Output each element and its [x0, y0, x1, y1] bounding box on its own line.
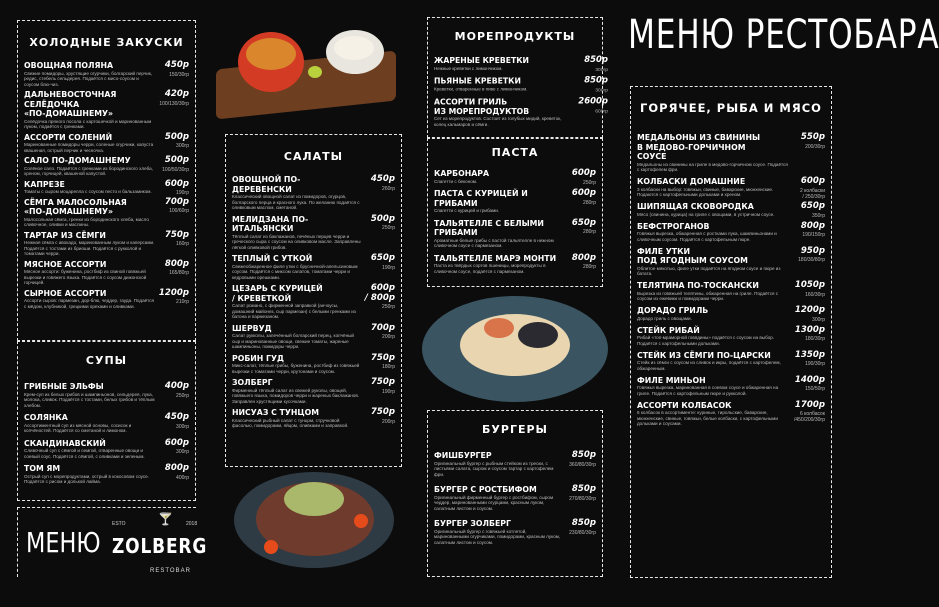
item-price: 800р: [164, 258, 189, 269]
item-description: Спагетти с курицей и грибами.: [434, 208, 500, 213]
item-weight: 190/150гр: [802, 232, 825, 238]
item-name: ОВОЩНАЯ ПОЛЯНА: [24, 61, 114, 70]
menu-item: [24, 260, 189, 286]
section-burgers: [427, 410, 603, 577]
menu-item: [24, 156, 189, 177]
item-description: Фирменный тёплый салат из свежей руколы, овощей, говяжьего языка, помидоров черри и жареных баклажанов. Заправлен хрустящими кусочками.: [232, 387, 360, 404]
section-salads: [225, 134, 402, 467]
item-weight: 165/80гр: [169, 270, 189, 276]
item-weight: 180/30гр: [805, 336, 825, 342]
menu-item: [232, 284, 395, 320]
menu-item: [232, 254, 395, 280]
item-name: ЗОЛБЕРГ: [232, 378, 273, 387]
item-description: Говяжья вырезка, обжаренная с ростками лука, шампиньонами и сливочным соусом. Подаётся с картофельным пюре.: [637, 231, 777, 242]
item-name: БЕФСТРОГАНОВ: [637, 221, 710, 231]
menu-item: [637, 401, 825, 427]
item-name: СЁМГА МАЛОСОЛЬНАЯ «ПО-ДОМАШНЕМУ»: [24, 197, 127, 216]
item-name: ДАЛЬНЕВОСТОЧНАЯ СЕЛЁДОЧКА «ПО-ДОМАШНЕМУ»: [24, 90, 117, 118]
item-name: ШИПЯЩАЯ СКОВОРОДКА: [637, 202, 754, 211]
item-weight: 160гр: [176, 241, 189, 247]
item-name: СКАНДИНАВСКИЙ: [24, 438, 106, 448]
item-price: 700р: [370, 322, 395, 333]
item-price: 600р: [571, 168, 596, 178]
item-price: 600р: [571, 188, 596, 198]
menu-item: [24, 289, 189, 310]
item-price: 500р: [164, 131, 189, 142]
item-weight: 160/30гр: [805, 291, 825, 298]
soup-photo: [216, 22, 401, 112]
item-description: Паста из твёрдых сортов пшеницы, морепродукты в сливочном соусе, подаётся с пармезаном.: [434, 263, 546, 274]
item-description: Томаты с сыром моцарелла с соусом песто и бальзамиком.: [24, 189, 152, 194]
menu-item: [434, 169, 596, 184]
menu-item: [24, 90, 189, 130]
item-name: КАПРЕЗЕ: [24, 179, 65, 189]
item-price: 850р: [571, 518, 596, 528]
item-price: 1350р: [794, 349, 825, 360]
logo-esto: ESTO: [112, 521, 126, 527]
item-weight: 180гр: [382, 364, 395, 370]
item-name: ФИЛЕ УТКИ ПОД ЯГОДНЫМ СОУСОМ: [637, 246, 748, 265]
item-description: Стейк из сёмги с соусом из сливок и икры, подаётся с картофелем, обжаренным.: [637, 360, 781, 371]
item-weight: 250гр: [382, 225, 395, 231]
item-weight: 250гр: [382, 303, 395, 310]
item-weight: 300гр: [812, 316, 825, 323]
menu-item: [24, 180, 189, 195]
item-name: МЯСНОЕ АССОРТИ: [24, 259, 107, 269]
item-name: МЕЛИДЗАНА ПО-ИТАЛЬЯНСКИ: [232, 214, 309, 233]
item-price: 400р: [164, 381, 189, 391]
item-name: ТЕПЛЫЙ С УТКОЙ: [232, 254, 313, 263]
item-description: Ароматные белые грибы с пастой тальятелле в нежном сливочном соусе с пармезаном.: [434, 237, 554, 248]
menu-item: [24, 231, 189, 257]
item-description: Креветки, отваренные в пиве с лимончиком.: [434, 86, 528, 92]
item-weight: 190/30гр: [805, 361, 825, 367]
item-price: 450р: [370, 174, 395, 184]
logo-menu: МЕНЮ: [26, 526, 101, 559]
menu-item: [434, 254, 596, 275]
item-price: 500р: [164, 155, 189, 165]
item-description: Говяжья вырезка, маринованная в соевом соусе и обжаренная на гриле. Подаётся с картофельным пюре и рукколой.: [637, 385, 779, 396]
section-cold: [17, 20, 196, 341]
item-price: 800р: [164, 463, 189, 473]
item-name: КАРБОНАРА: [434, 169, 490, 178]
item-name: СОЛЯНКА: [24, 413, 68, 422]
menu-item: [232, 354, 395, 375]
item-weight: 190гр: [176, 190, 189, 196]
item-name: АССОРТИ СОЛЕНИЙ: [24, 132, 113, 142]
menu-item: [434, 219, 596, 249]
logo-sub: RESTOBAR: [150, 568, 191, 574]
menu-item: [637, 376, 825, 397]
section-pasta: [427, 138, 603, 287]
section-title: СУПЫ: [85, 354, 128, 367]
item-price: 1300р: [794, 324, 825, 335]
item-weight: 150/30гр: [169, 71, 189, 78]
item-name: ТАРТАР ИЗ СЁМГИ: [24, 230, 106, 240]
item-weight: 190гр: [382, 264, 395, 271]
item-name: НИСУАЗ С ТУНЦОМ: [232, 408, 319, 417]
item-weight: 200гр: [382, 334, 395, 340]
item-name: ПЬЯНЫЕ КРЕВЕТКИ: [434, 76, 521, 86]
item-weight: 6 колбасок /450/200/30гр: [793, 411, 825, 423]
item-name: ШЕРВУД: [232, 323, 272, 333]
item-description: Ассортиментный суп из мясной основы, сосисок и копчёностей. Подаётся со сметаной и лимоном.: [24, 422, 132, 433]
logo-year: 2018: [186, 521, 198, 527]
item-price: 1400р: [794, 374, 825, 385]
item-price: 550р: [800, 132, 825, 142]
item-weight: 100/50/30гр: [162, 166, 189, 173]
item-description: Нежная сёмга с авокадо, маринованным луком и каперсами. Подаётся с тостами из бриоши. Подаётся с рукколой и томатами черри.: [24, 240, 155, 256]
item-price: 600р: [164, 437, 189, 448]
item-name: ФИЛЕ МИНЬОН: [637, 375, 706, 385]
item-price: 700р: [164, 196, 189, 207]
section-hot: [630, 86, 832, 578]
item-name: ТОМ ЯМ: [24, 464, 61, 473]
item-price: 450р: [164, 60, 189, 70]
menu-item: [24, 61, 189, 87]
item-weight: 210гр: [176, 299, 189, 305]
menu-item: [232, 378, 395, 404]
item-weight: 200/30гр: [805, 143, 825, 150]
menu-item: [232, 324, 395, 350]
item-price: 600р: [164, 178, 189, 189]
item-description: Дорадо гриль с овощами.: [637, 315, 692, 321]
menu-item: [637, 281, 825, 302]
section-soups: [17, 341, 196, 501]
item-price: 450р: [164, 412, 189, 422]
item-price: 650р: [800, 201, 825, 211]
menu-item: [637, 133, 825, 173]
item-description: Сет из морепродуктов. Состоит из голубых мидий, креветок, колец кальмаров и сёмги.: [434, 116, 562, 127]
item-description: Мясное ассорти: буженина, ростбиф из свиной говяжьей вырезки и говяжего языка. Подаётся с соусом дижонской горчицей.: [24, 269, 147, 285]
item-name: ПАСТА С КУРИЦЕЙ И ГРИБАМИ: [434, 189, 528, 208]
item-description: Свежеобжаренное филе утки с брусничной-апельсиновым соусом. Подаётся с миксом салатов, томатами черри и кедровыми орешками.: [232, 263, 358, 280]
item-price: 600р: [800, 176, 825, 186]
item-price: 750р: [370, 377, 395, 387]
menu-item: [637, 247, 825, 277]
item-description: Оригинальный фирменный бургер с ростбифом, сыром чеддер, маринованными огурцами, красным луком, салатным листом и соусом.: [434, 494, 554, 511]
item-name: ЖАРЕНЫЕ КРЕВЕТКИ: [434, 56, 529, 65]
item-price: 850р: [571, 484, 596, 494]
item-description: Мясо (свинина, курица) на гриле с овощами, в устричном соусе.: [637, 211, 775, 217]
item-name: СТЕЙК ИЗ СЁМГИ ПО-ЦАРСКИ: [637, 350, 771, 360]
item-weight: 280гр: [583, 199, 596, 206]
item-name: ТАЛЬЯТЕЛЛЕ МАРЭ МОНТИ: [434, 253, 557, 263]
item-price: 650р: [370, 253, 395, 263]
menu-item: [434, 97, 608, 127]
item-weight: 150/50гр: [805, 386, 825, 392]
item-weight: 260гр: [382, 185, 395, 192]
menu-item: [232, 408, 395, 429]
item-weight: 100/130/30гр: [159, 100, 189, 107]
item-weight: 350гр: [812, 212, 825, 219]
item-weight: 360/80/30гр: [569, 461, 596, 468]
item-weight: 2 колбаски / 250/30гр: [799, 187, 825, 200]
item-price: 800р: [800, 220, 825, 231]
item-weight: 300гр: [176, 449, 189, 455]
menu-item: [434, 56, 608, 71]
item-name: АССОРТИ КОЛБАСОК: [637, 400, 732, 410]
item-weight: 250гр: [583, 179, 596, 186]
item-price: 1050р: [794, 280, 825, 290]
item-name: СТЕЙК РИБАЙ: [637, 325, 700, 335]
item-weight: 100/60гр: [169, 208, 189, 214]
item-name: ОВОЩНОЙ ПО-ДЕРЕВЕНСКИ: [232, 175, 301, 194]
item-name: АССОРТИ ГРИЛЬ ИЗ МОРЕПРОДУКТОВ: [434, 97, 530, 116]
item-description: Маринованные помидоры черри, соленые огурчики, капуста квашеная, острый перчик и чесночка.: [24, 142, 154, 153]
menu-item: [637, 177, 825, 198]
item-weight: 270/80/30гр: [569, 495, 596, 502]
item-name: БУРГЕР С РОСТБИФОМ: [434, 485, 537, 494]
section-title: БУРГЕРЫ: [482, 423, 548, 436]
item-weight: 190гр: [382, 388, 395, 395]
salad-photo: [228, 470, 403, 570]
item-description: Ассорти сыров: пармезан, дор-блю, чеддер, гауда. Подаётся с мёдом, клубникой, грецкими орехами и оливками.: [24, 298, 155, 309]
item-price: 850р: [584, 75, 608, 86]
item-price: 1700р: [794, 399, 825, 410]
menu-item: [637, 202, 825, 217]
item-price: 2600р: [578, 96, 608, 107]
item-price: 650р: [571, 217, 596, 228]
section-seafood: [427, 17, 608, 138]
item-price: 750р: [164, 229, 189, 240]
item-weight: 300гр: [176, 143, 189, 149]
item-description: Острый суп с морепродуктами, острый в кокосовом соусе. Подаётся с рисом и долькой лайма.: [24, 473, 149, 484]
item-price: 600р / 800р: [364, 283, 395, 303]
item-weight: 200гр: [382, 418, 395, 425]
item-name: САЛО ПО-ДОМАШНЕМУ: [24, 156, 131, 165]
item-description: Тёплый салат из баклажанов, печёных перцев черри и греческого сыра с соусом на оливковом масле. Заправлены лёгкой оливковой грибов.: [232, 233, 361, 250]
item-description: Спагетти с беконом.: [434, 178, 478, 184]
section-title: САЛАТЫ: [283, 150, 344, 163]
logo: [17, 507, 208, 577]
item-name: ДОРАДО ГРИЛЬ: [637, 306, 709, 315]
item-price: 420р: [164, 89, 189, 99]
item-price: 1200р: [158, 287, 189, 298]
item-name: РОБИН ГУД: [232, 353, 284, 363]
item-weight: 250гр: [176, 392, 189, 399]
item-price: 850р: [571, 450, 596, 460]
item-description: Крем-суп из белых грибов и шампиньонов, сельдерея, лука, молока, сливок. Подаётся с тостами, белых грибов и тёплым хлебом.: [24, 391, 155, 408]
item-weight: 400гр: [176, 474, 189, 481]
item-name: СЫРНОЕ АССОРТИ: [24, 288, 107, 298]
item-price: 800р: [571, 252, 596, 263]
item-weight: 180/30/80гр: [798, 257, 825, 263]
item-name: ФИШБУРГЕР: [434, 451, 492, 460]
item-description: Облитое мякотью, филе утки подаётся на ягодном соусе и пюре из батата.: [637, 265, 781, 276]
item-description: Селёдочка пряного посола с картошечкой и маринованным луком, подаётся с гренками.: [24, 118, 152, 129]
menu-item: [232, 175, 395, 211]
logo-brand: ZOLBERG: [112, 534, 208, 558]
item-price: 850р: [584, 55, 608, 65]
item-name: МЕДАЛЬОНЫ ИЗ СВИНИНЫ В МЕДОВО-ГОРЧИЧНОМ СОУСЕ: [637, 133, 761, 161]
item-name: ТЕЛЯТИНА ПО-ТОСКАНСКИ: [637, 281, 759, 290]
item-description: Солёное сало. Подаётся с гренками из бородинского хлеба, хреном, горчицей, квашеной капустой.: [24, 165, 153, 176]
item-name: КОЛБАСКИ ДОМАШНИЕ: [637, 177, 746, 186]
item-price: 750р: [370, 407, 395, 417]
section-title: МОРЕПРОДУКТЫ: [454, 30, 576, 43]
item-price: 750р: [370, 352, 395, 363]
item-name: БУРГЕР ЗОЛБЕРГ: [434, 519, 511, 528]
item-description: Малосольная сёмга, гренки из бородинского хлеба, масло сливочное, оливки и маслины.: [24, 216, 149, 227]
menu-item: [24, 382, 189, 408]
section-title: ПАСТА: [491, 146, 539, 159]
item-name: ГРИБНЫЕ ЭЛЬФЫ: [24, 382, 104, 391]
menu-item: [24, 133, 189, 154]
menu-item: [24, 198, 189, 228]
item-description: Рибай «топ-мраморной говядины» подаётся с соусом на выбор. Подаётся с картофельными дольками.: [637, 335, 775, 346]
item-weight: 280гр: [583, 264, 596, 270]
item-description: Свежие помидоры, хрустящие огурчики, болгарский перчик, редис, стебель сельдерея. Подаётся с мисо-соусом и соусом блю-чиз.: [24, 70, 153, 87]
menu-item: [434, 519, 596, 545]
section-title: ГОРЯЧЕЕ, РЫБА И МЯСО: [640, 101, 822, 115]
item-price: 950р: [800, 245, 825, 256]
item-description: Салат романо, с фирменной заправкой (анчоусы, домашний майонез, сыр пармезан) с белыми гренками из батона и пармезаном.: [232, 303, 356, 319]
item-description: Салат рукколы, запечённый болгарский перец, копчёный сыр и маринованные овощи, свежие томаты, жареные шампиньоны, помидоры черри.: [232, 333, 354, 349]
item-description: Нежные креветки с лимончиком.: [434, 65, 503, 71]
section-title: ХОЛОДНЫЕ ЗАКУСКИ: [29, 36, 184, 49]
item-description: Медальоны из свинины на гриле в медово-горчичном соусе. Подаётся с картофелем фри.: [637, 161, 788, 172]
pasta-photo: [420, 292, 610, 404]
item-weight: 280гр: [583, 229, 596, 235]
item-weight: 300гр: [595, 87, 608, 94]
item-price: 500р: [370, 213, 395, 224]
item-weight: 300гр: [176, 423, 189, 430]
menu-item: [434, 77, 608, 92]
item-name: ТАЛЬЯТЕЛЛЕ С БЕЛЫМИ ГРИБАМИ: [434, 218, 544, 237]
menu-item: [24, 439, 189, 460]
item-name: ЦЕЗАРЬ С КУРИЦЕЙ / КРЕВЕТКОЙ: [232, 284, 323, 303]
menu-item: [232, 215, 395, 251]
item-weight: 300гр: [595, 66, 608, 73]
item-weight: 600гр: [595, 107, 608, 114]
item-description: Классический овощной салат из помидоров, огурцов, болгарского перца и красного лука. По желанию подаётся с оливковым маслом, сметаной.: [232, 194, 360, 210]
item-price: 1200р: [794, 305, 825, 315]
menu-item: [434, 451, 596, 477]
menu-item: [24, 413, 189, 434]
item-description: Сливочный суп с сёмгой и семгой, отваренные овощи и соевый соус. Подаётся с сёмгой, с оливками и зеленым.: [24, 448, 145, 459]
item-description: 6 колбасок в ассортименте: куриные, тирольские, баварские, мюнхенские, свиные, говяжьи, белые колбаски, с картофельными дольками и соусами.: [637, 410, 778, 426]
item-description: Вырезка из говяжьей телятины, обжаренная на гриле. Подаётся с соусом из ежевики и помидорами черри.: [637, 290, 779, 301]
menu-item: [434, 485, 596, 511]
menu-item: [637, 306, 825, 321]
menu-item: [637, 326, 825, 347]
item-description: Классический рыбный салат с тунцом, стручковой фасолью, помидорами, яйцом, оливками и заправкой.: [232, 417, 349, 428]
cocktail-icon: 🍸: [158, 512, 173, 526]
menu-item: [637, 222, 825, 243]
page-title: МЕНЮ РЕСТОБАРА: [628, 12, 939, 58]
menu-item: [24, 464, 189, 485]
item-description: Микс-салат, тёплые грибы, буженина, ростбиф из говяжьей вырезки с томатами черри, крутонами и соусом.: [232, 363, 360, 374]
menu-item: [637, 351, 825, 372]
item-description: Оригинальный бургер с рыбным стейком из трески, с листьями салата, сыром и соусом тартар с картофелем фри.: [434, 460, 554, 477]
item-description: 3 колбаски на выбор: говяжьи, свиные, баварские, мюнхенские. Подаются с картофельными дольками и хреном.: [637, 186, 774, 197]
item-weight: 230/80/30гр: [569, 529, 596, 536]
menu-item: [434, 189, 596, 214]
item-description: Оригинальный бургер с говяжьей котлетой, маринованными огурчиками, помидорами, красным луком, салатным листом и соусом.: [434, 528, 561, 545]
